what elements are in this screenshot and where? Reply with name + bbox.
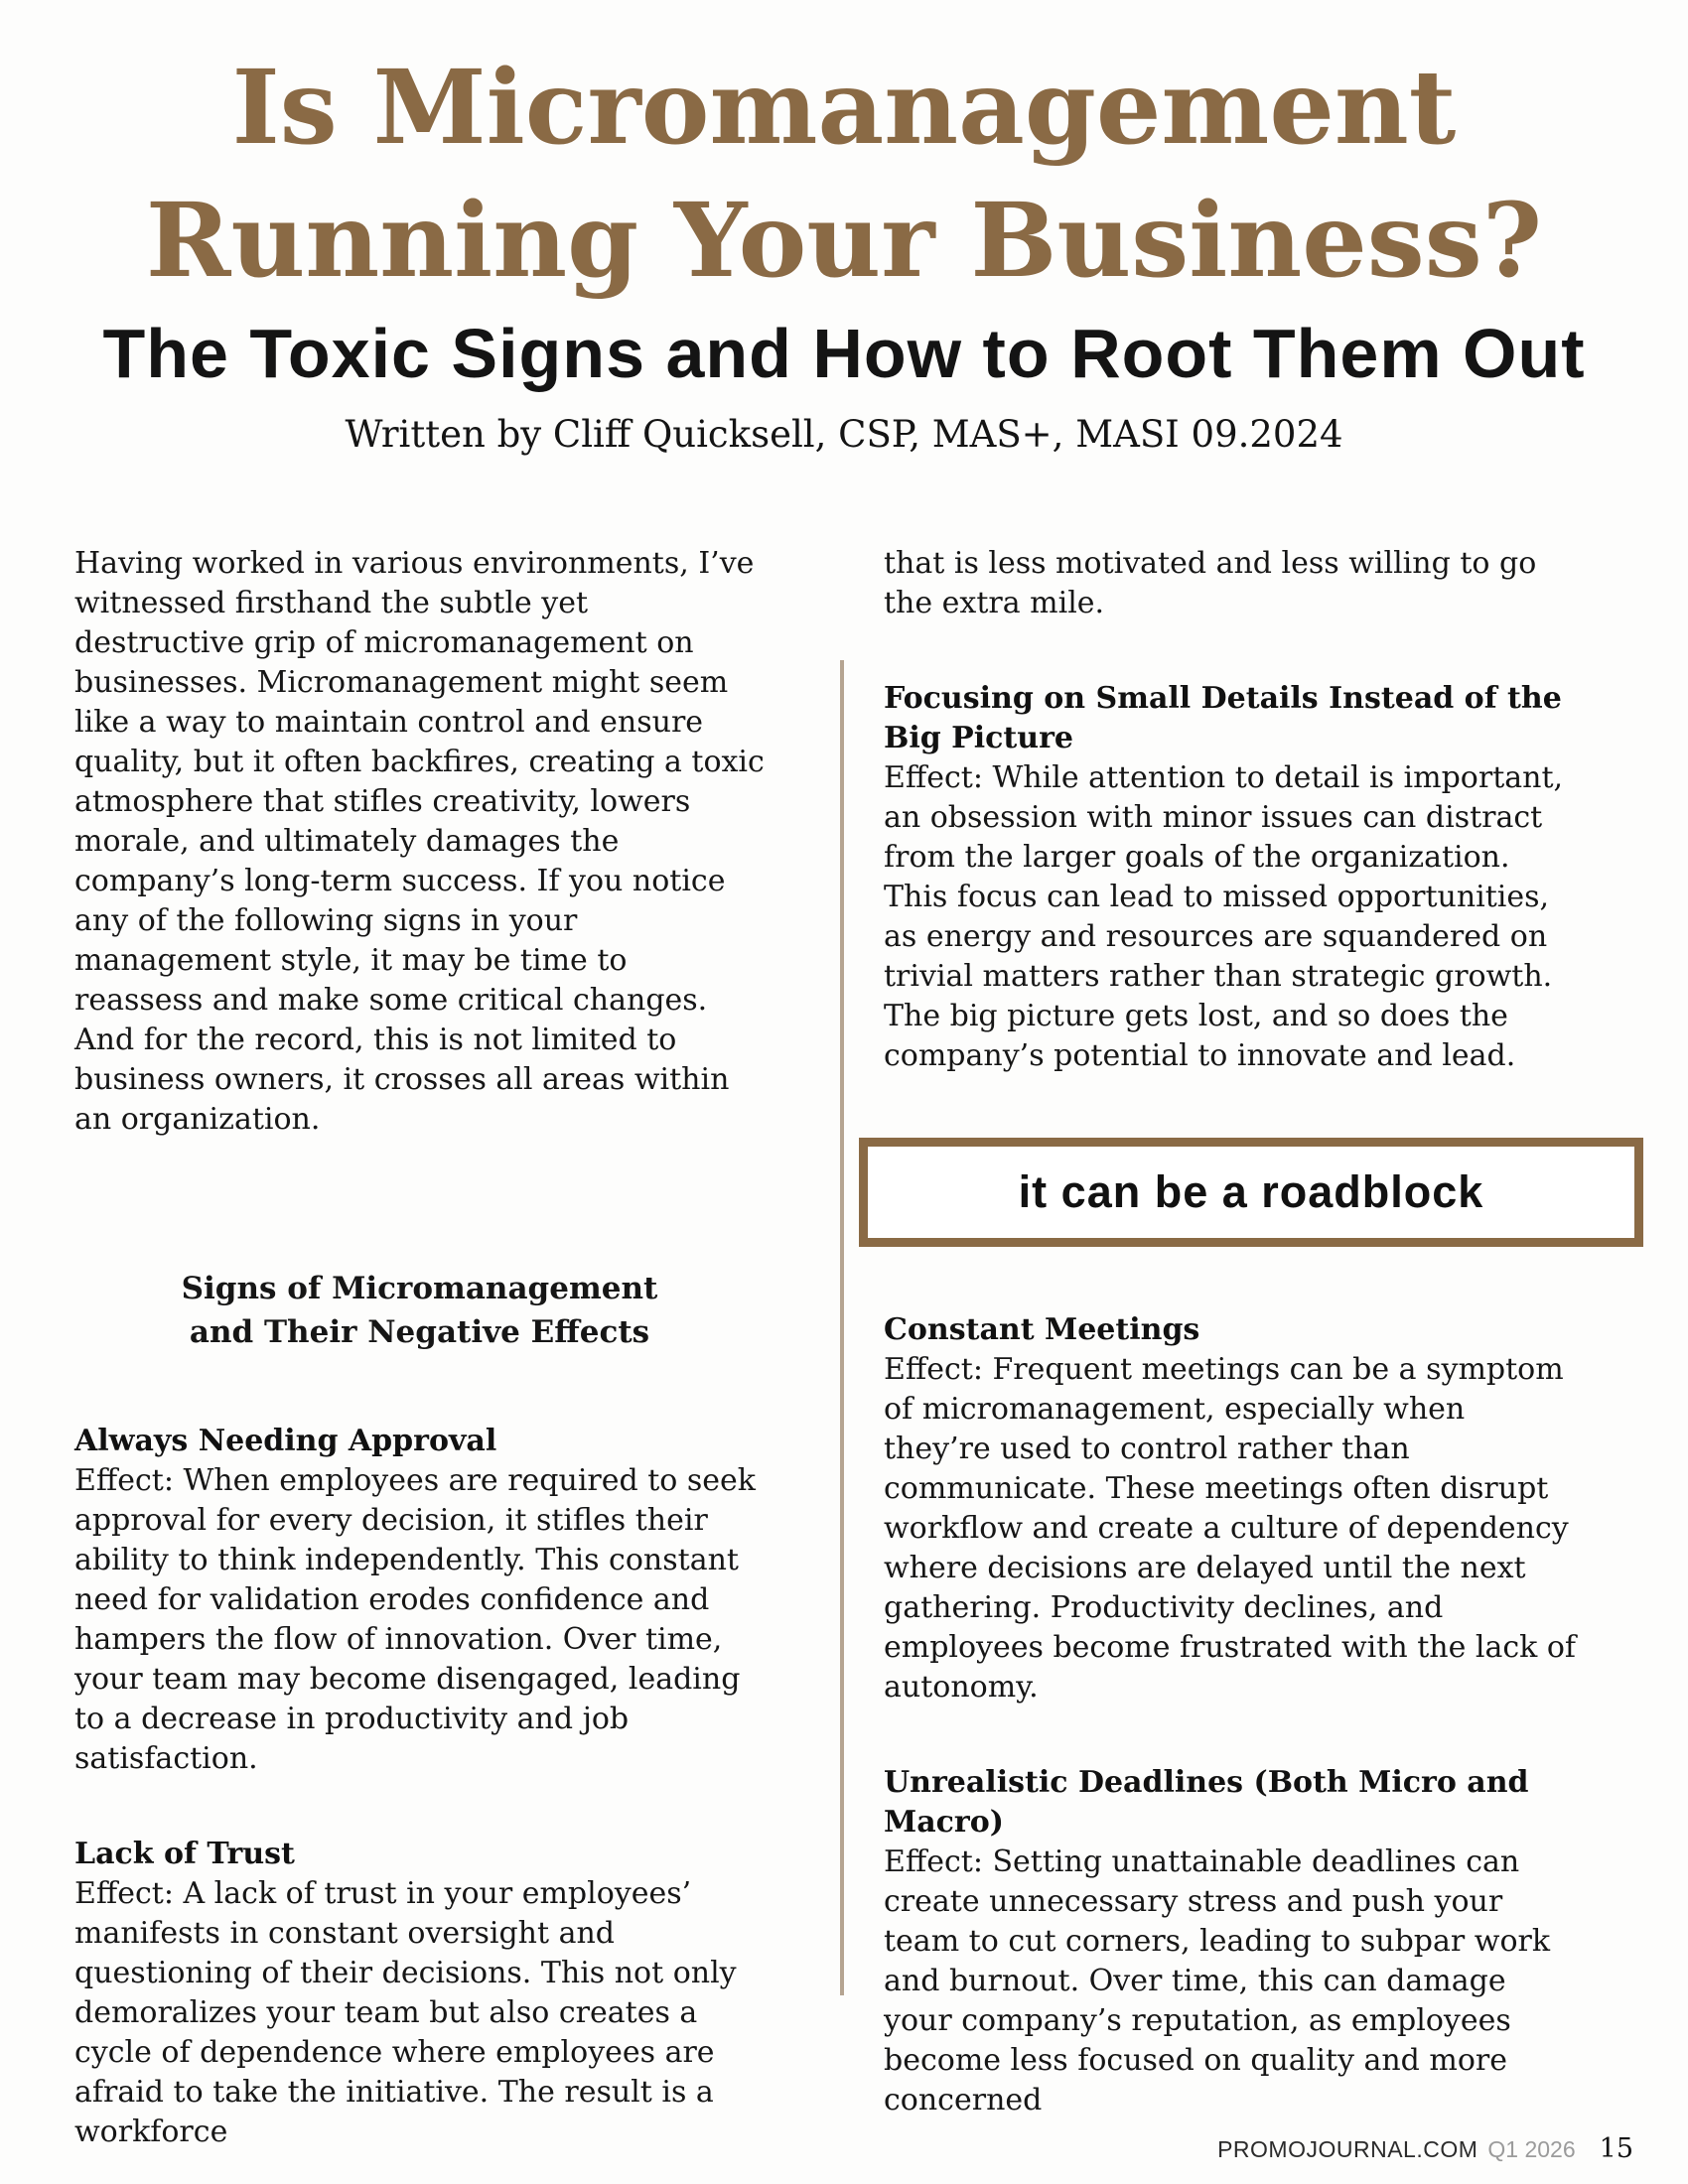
- continuation-paragraph: that is less motivated and less willing to go the extra mile.: [884, 546, 1537, 620]
- body-always-needing-approval: Effect: When employees are required to seek approval for every decision, it stifles their ability to think independently. This constant need for validation erodes confidence and hampers the flow of innovation. Over time, your team may become disengaged, leading to a decrease in productivity and job satisfaction.: [74, 1463, 756, 1776]
- roadblock-callout-box: it can be a roadblock: [859, 1138, 1643, 1247]
- article-title-line1: Is Micromanagement: [231, 48, 1457, 168]
- section-group-heading-line2: and Their Negative Effects: [189, 1314, 650, 1350]
- body-unrealistic-deadlines: Effect: Setting unattainable deadlines can create unnecessary stress and push your team to cut corners, leading to subpar work and burnout. Over time, this can damage your company’s reputation, as employees become less focused on quality and more concerned: [884, 1844, 1551, 2117]
- left-column: [74, 544, 765, 2152]
- heading-constant-meetings: Constant Meetings: [884, 1312, 1200, 1347]
- heading-focusing-on-small-details: Focusing on Small Details Instead of the Big Picture: [884, 681, 1562, 755]
- footer-issue-label: Q1 2026: [1487, 2136, 1576, 2162]
- article-byline: Written by Cliff Quicksell, CSP, MAS+, MASI 09.2024: [345, 412, 1343, 456]
- body-lack-of-trust: Effect: A lack of trust in your employees’ manifests in constant oversight and questioning of their decisions. This not only demoralizes your team but also creates a cycle of dependence where employees are afraid to take the initiative. The result is a workforce: [74, 1876, 737, 2149]
- right-column: [884, 544, 1579, 2152]
- section-group-heading-line1: Signs of Micromanagement: [181, 1271, 658, 1306]
- heading-unrealistic-deadlines: Unrealistic Deadlines (Both Micro and Macro): [884, 1765, 1529, 1840]
- article-title-line2: Running Your Business?: [145, 180, 1543, 301]
- footer-page-number: 15: [1599, 2133, 1633, 2164]
- page-footer: [1217, 2133, 1633, 2164]
- body-constant-meetings: Effect: Frequent meetings can be a symptom of micromanagement, especially when they’re used to control rather than communicate. These meetings often disrupt workflow and create a culture of dependency where decisions are delayed until the next gathering. Productivity declines, and employees become frustrated with the lack of autonomy.: [884, 1352, 1577, 1705]
- article-subtitle: The Toxic Signs and How to Root Them Out: [102, 314, 1586, 392]
- heading-lack-of-trust: Lack of Trust: [74, 1837, 295, 1871]
- heading-always-needing-approval: Always Needing Approval: [74, 1424, 497, 1458]
- article-title: [0, 42, 1688, 308]
- two-column-body: [74, 544, 1614, 2152]
- section-group-heading: [74, 1267, 765, 1354]
- intro-paragraph: Having worked in various environments, I’ve witnessed firsthand the subtle yet destructive grip of micromanagement on businesses. Micromanagement might seem like a way to maintain control and ensure quality, but it often backfires, creating a toxic atmosphere that stifles creativity, lowers morale, and ultimately damages the company’s long-term success. If you notice any of the following signs in your management style, it may be time to reassess and make some critical changes. And for the record, this is not limited to business owners, it crosses all areas within an organization.: [74, 546, 765, 1137]
- footer-site-name: PROMOJOURNAL.COM: [1217, 2136, 1478, 2162]
- body-focusing-on-small-details: Effect: While attention to detail is important, an obsession with minor issues can distract from the larger goals of the organization. This focus can lead to missed opportunities, as energy and resources are squandered on trivial matters rather than strategic growth. The big picture gets lost, and so does the company’s potential to innovate and lead.: [884, 760, 1564, 1073]
